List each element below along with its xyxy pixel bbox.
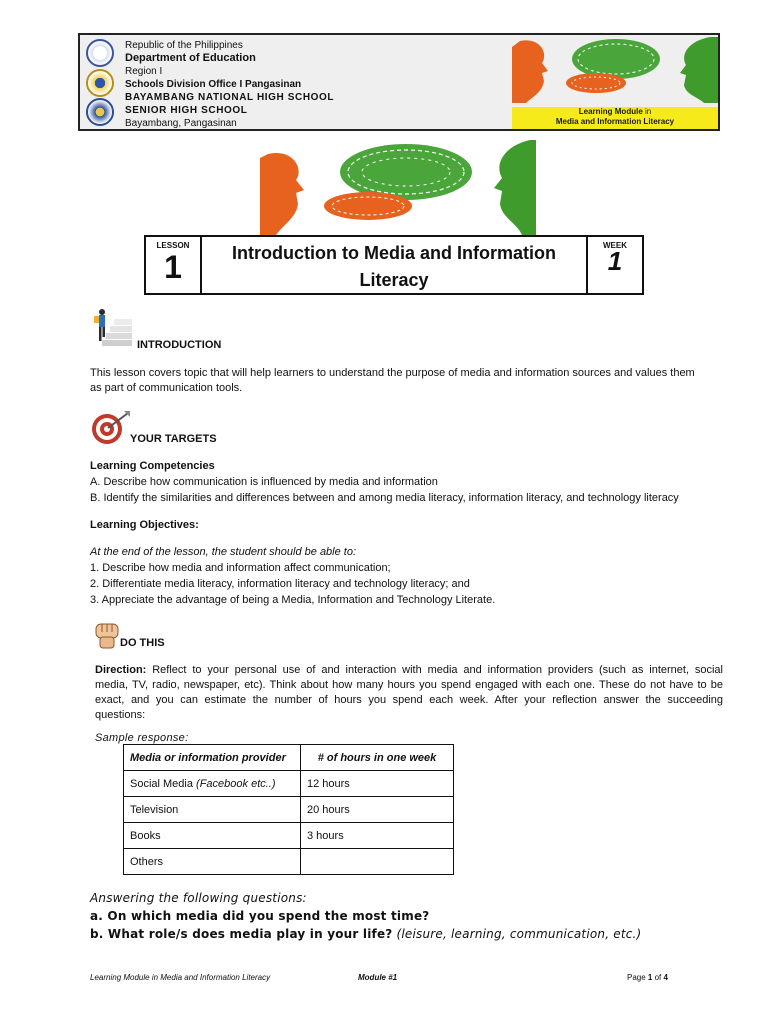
lesson-title-cell: [202, 237, 588, 293]
school-seal-icon: [86, 98, 114, 126]
hero-media-illustration-icon: [258, 140, 536, 235]
week-number: 1: [607, 246, 623, 276]
objective-3: 3. Appreciate the advantage of being a Media, Information and Technology Literate.: [90, 594, 496, 606]
questions-heading: Answering the following questions:: [90, 891, 307, 905]
table-cell-provider: [124, 771, 301, 797]
stairs-climber-icon: [90, 308, 134, 350]
header-division: Schools Division Office I Pangasinan: [125, 79, 302, 90]
competency-b: B. Identify the similarities and differences between and among media literacy, information literacy, and technology literacy: [90, 492, 679, 504]
table-header-hours: # of hours in one week: [301, 745, 454, 771]
week-number-cell: [588, 237, 642, 293]
table-header-row: [124, 745, 454, 771]
table-cell-provider: Television: [124, 797, 301, 823]
table-row: [124, 771, 454, 797]
header-box: [78, 33, 720, 131]
table-cell-provider: Books: [124, 823, 301, 849]
footer-page-of: of: [654, 973, 662, 982]
introduction-text-line2: as part of communication tools.: [90, 382, 243, 394]
lesson-number-cell: [146, 237, 202, 293]
footer-module-number: Module #1: [358, 973, 398, 982]
footer-module-title: Learning Module in Media and Information Literacy: [90, 973, 271, 982]
question-a: a. On which media did you spend the most time?: [90, 909, 430, 923]
introduction-heading: INTRODUCTION: [137, 339, 222, 351]
footer-page-total: 4: [663, 973, 668, 982]
week-tag: WEEK: [603, 241, 627, 250]
direction-label: Direction:: [95, 664, 147, 676]
lesson-number: 1: [164, 249, 182, 285]
header-region: Region I: [125, 66, 163, 77]
footer-page: [627, 973, 668, 982]
objective-2: 2. Differentiate media literacy, information literacy and technology literacy; and: [90, 578, 470, 590]
footer-page-current: 1: [647, 973, 653, 982]
do-this-heading: DO THIS: [120, 637, 165, 649]
table-cell-hours: [301, 849, 454, 875]
objective-1: 1. Describe how media and information affect communication;: [90, 562, 391, 574]
direction-line1: Reflect to your personal use of and interaction with media and information providers (such as internet, social: [152, 664, 723, 676]
banner-subject: Media and Information Literacy: [555, 117, 675, 126]
lesson-tag: LESSON: [156, 241, 190, 250]
provider-name: Social Media: [130, 777, 193, 790]
table-row: [124, 823, 454, 849]
header-school: BAYAMBANG NATIONAL HIGH SCHOOL: [125, 92, 335, 103]
header-media-art-icon: [512, 37, 718, 103]
table-cell-hours: 12 hours: [301, 771, 454, 797]
banner-in: in: [645, 107, 652, 116]
provider-note: (Facebook etc..): [196, 777, 276, 790]
direction-line4: questions:: [95, 709, 146, 721]
header-location: Bayambang, Pangasinan: [125, 118, 237, 129]
direction-line3: exact, and you can estimate the number of hours you spend each week. After your reflection answer the succeeding: [95, 694, 723, 706]
footer-page-prefix: Page: [627, 973, 646, 982]
competencies-heading: Learning Competencies: [90, 460, 215, 472]
header-shs: SENIOR HIGH SCHOOL: [125, 105, 248, 116]
table-header-provider: Media or information provider: [124, 745, 301, 771]
lesson-title-line2: Literacy: [359, 270, 429, 290]
banner-learning-module: Learning Module: [578, 107, 643, 116]
lesson-title-line1: Introduction to Media and Information: [232, 243, 556, 263]
question-b-line: [90, 927, 641, 941]
competency-a: A. Describe how communication is influenced by media and information: [90, 476, 438, 488]
introduction-text-line1: This lesson covers topic that will help learners to understand the purpose of media and information sources and values them: [90, 367, 695, 379]
header-republic: Republic of the Philippines: [125, 40, 243, 51]
direction-paragraph: [95, 663, 723, 723]
lesson-box: [144, 235, 644, 295]
question-b-hint: (leisure, learning, communication, etc.): [396, 927, 642, 941]
header-department: Department of Education: [125, 52, 256, 64]
objectives-intro: At the end of the lesson, the student should be able to:: [90, 546, 357, 558]
fist-icon: [92, 618, 122, 650]
table-row: [124, 797, 454, 823]
header-text: [125, 39, 334, 130]
table-cell-provider: Others: [124, 849, 301, 875]
objectives-heading: Learning Objectives:: [90, 519, 199, 531]
deped-seal-icon: [86, 39, 114, 67]
media-hours-table: [123, 744, 454, 875]
table-cell-hours: 3 hours: [301, 823, 454, 849]
division-seal-icon: [86, 69, 114, 97]
target-icon: [90, 410, 132, 446]
header-banner: [512, 107, 718, 129]
question-b: b. What role/s does media play in your life?: [90, 927, 393, 941]
sample-response-label: Sample response:: [95, 732, 189, 744]
targets-heading: YOUR TARGETS: [130, 433, 217, 445]
table-row: [124, 849, 454, 875]
table-cell-hours: 20 hours: [301, 797, 454, 823]
direction-line2: media, TV, radio, newspaper, etc). Think about how many hours you spend engaged with each one. These do not have to be: [95, 679, 723, 691]
